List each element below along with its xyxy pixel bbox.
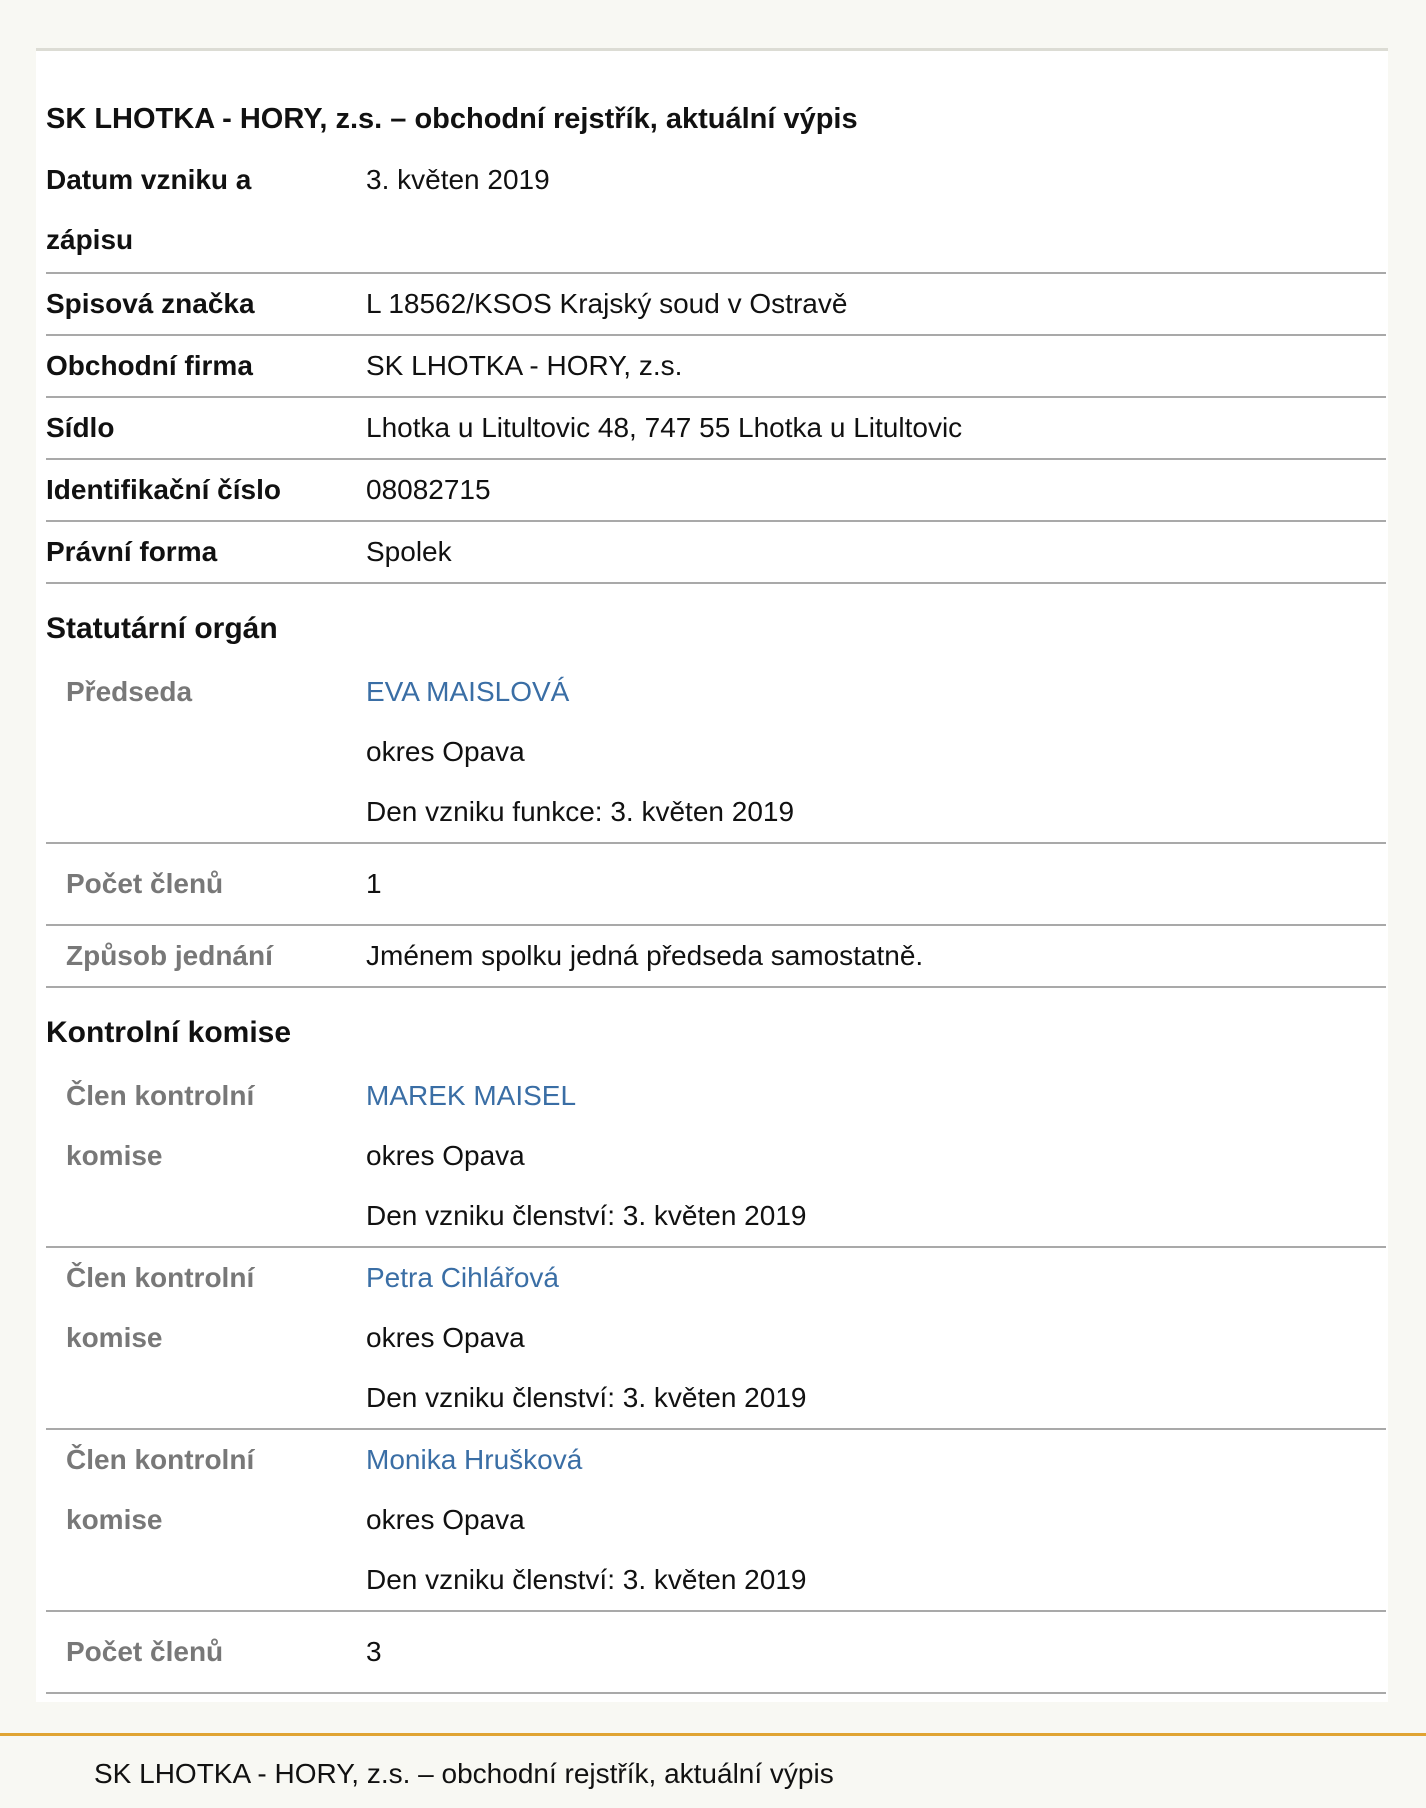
section-statutarni-heading: Statutární orgán	[46, 612, 278, 645]
predseda-den-vzniku: Den vzniku funkce: 3. květen 2019	[366, 796, 795, 827]
section-kontrolni-heading: Kontrolní komise	[46, 1016, 292, 1049]
predseda-okres: okres Opava	[366, 736, 525, 767]
row-pocet-clenu-statutarni	[46, 844, 1386, 926]
zpusob-jednani-value: Jménem spolku jedná předseda samostatně.	[366, 940, 924, 971]
sidlo-value: Lhotka u Litultovic 48, 747 55 Lhotka u Litultovic	[366, 412, 963, 443]
row-sidlo	[46, 398, 1386, 460]
firma-label: Obchodní firma	[46, 350, 253, 381]
row-firma	[46, 336, 1386, 398]
pocet-clenu-value: 3	[366, 1636, 382, 1667]
forma-label: Právní forma	[46, 536, 218, 567]
predseda-name-link[interactable]: EVA MAISLOVÁ	[366, 676, 570, 707]
clen-value	[366, 1430, 806, 1610]
clen-value	[366, 1066, 806, 1246]
row-clen-kontrolni-komise	[46, 1430, 1386, 1612]
row-clen-kontrolni-komise	[46, 1248, 1386, 1430]
row-zpusob-jednani	[46, 926, 1386, 988]
clen-label: Člen kontrolní komise	[66, 1444, 255, 1535]
ico-value: 08082715	[366, 474, 491, 505]
page-title: SK LHOTKA - HORY, z.s. – obchodní rejstřík, aktuální výpis	[46, 103, 858, 135]
datum-value: 3. květen 2019	[366, 164, 550, 195]
clen-okres: okres Opava	[366, 1322, 525, 1353]
spis-label: Spisová značka	[46, 288, 255, 319]
row-predseda	[46, 662, 1386, 844]
spis-value: L 18562/KSOS Krajský soud v Ostravě	[366, 288, 848, 319]
forma-value: Spolek	[366, 536, 452, 567]
zpusob-jednani-label: Způsob jednání	[66, 940, 273, 971]
row-forma	[46, 522, 1386, 584]
footer-divider	[0, 1733, 1426, 1736]
ico-label: Identifikační číslo	[46, 474, 281, 505]
pocet-clenu-value: 1	[366, 868, 382, 899]
clen-value	[366, 1248, 806, 1428]
clen-den-vzniku: Den vzniku členství: 3. květen 2019	[366, 1382, 807, 1413]
clen-label: Člen kontrolní komise	[66, 1080, 255, 1171]
clen-label: Člen kontrolní komise	[66, 1262, 255, 1353]
clen-name-link[interactable]: MAREK MAISEL	[366, 1080, 577, 1111]
row-clen-kontrolni-komise	[46, 1066, 1386, 1248]
sidlo-label: Sídlo	[46, 412, 115, 443]
clen-okres: okres Opava	[366, 1504, 525, 1535]
datum-label: Datum vzniku a zápisu	[46, 164, 252, 255]
clen-den-vzniku: Den vzniku členství: 3. květen 2019	[366, 1564, 807, 1595]
clen-den-vzniku: Den vzniku členství: 3. květen 2019	[366, 1200, 807, 1231]
predseda-value	[366, 662, 794, 842]
predseda-label: Předseda	[66, 676, 193, 707]
row-spis	[46, 274, 1386, 336]
row-pocet-clenu-kontrolni	[46, 1612, 1386, 1694]
clen-okres: okres Opava	[366, 1140, 525, 1171]
row-datum	[46, 150, 1386, 274]
clen-name-link[interactable]: Monika Hrušková	[366, 1444, 583, 1475]
firma-value: SK LHOTKA - HORY, z.s.	[366, 350, 683, 381]
footer-title: SK LHOTKA - HORY, z.s. – obchodní rejstřík, aktuální výpis	[94, 1758, 834, 1789]
pocet-clenu-label: Počet členů	[66, 868, 224, 899]
row-ico	[46, 460, 1386, 522]
clen-name-link[interactable]: Petra Cihlářová	[366, 1262, 559, 1293]
pocet-clenu-label: Počet členů	[66, 1636, 224, 1667]
